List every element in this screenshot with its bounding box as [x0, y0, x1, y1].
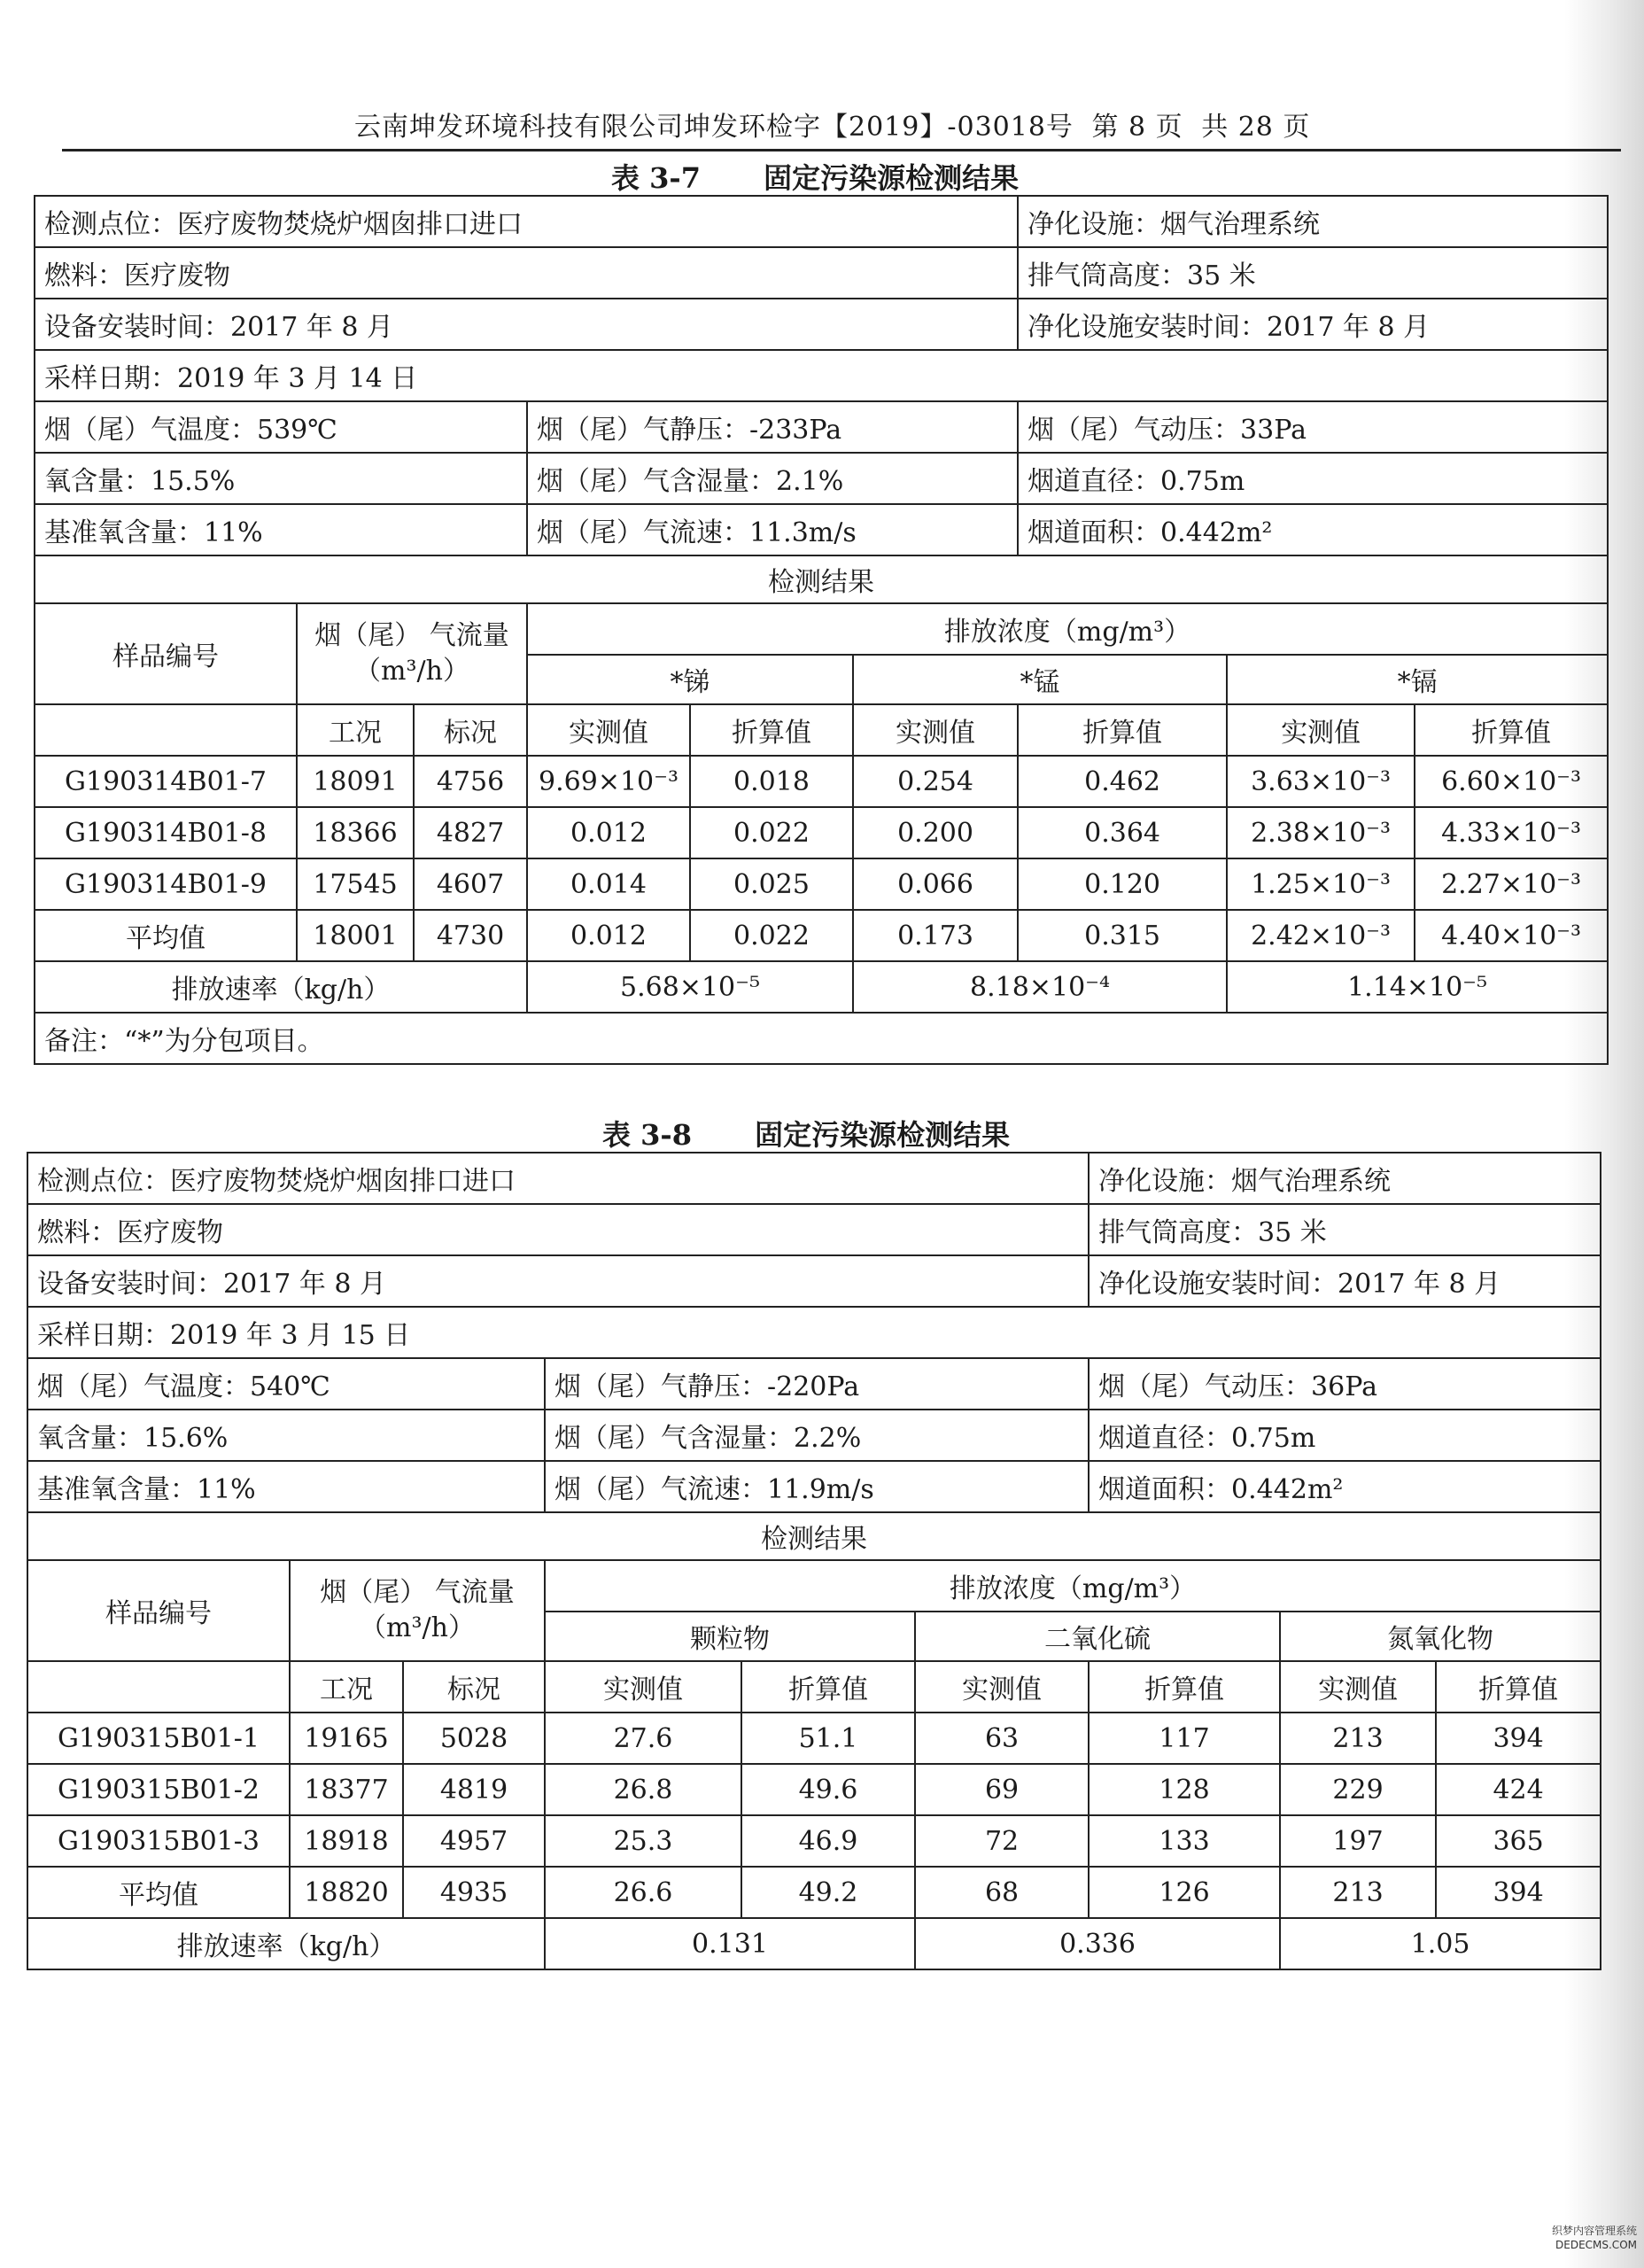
average-label: 平均值: [27, 1867, 290, 1918]
cell: 69: [915, 1764, 1089, 1815]
table-number: 表 3-8: [602, 1118, 692, 1152]
cell: 126: [1089, 1867, 1280, 1918]
table-row: [27, 1815, 1601, 1867]
cell: 19165: [290, 1713, 403, 1764]
info-fuel: 燃料：医疗废物: [27, 1204, 1089, 1255]
pollutant-header: 氮氧化物: [1280, 1612, 1601, 1661]
col-conc-header: 排放浓度（mg/m³）: [545, 1560, 1601, 1612]
info-facility: 净化设施：烟气治理系统: [1089, 1153, 1601, 1204]
cell: 17545: [297, 858, 414, 910]
cell: 26.6: [545, 1867, 741, 1918]
info-stack-height: 排气筒高度：35 米: [1018, 247, 1608, 299]
col-sample-header: 样品编号: [35, 603, 297, 704]
cell: 4.33×10⁻³: [1415, 807, 1608, 858]
average-label: 平均值: [35, 910, 297, 961]
table-row: [35, 858, 1608, 910]
table-3-8: [27, 1152, 1601, 1970]
info-diameter: 烟道直径：0.75m: [1018, 453, 1608, 504]
cell: 0.462: [1018, 756, 1227, 807]
pollutant-header: *镉: [1227, 655, 1608, 704]
pollutant-header: 二氧化硫: [915, 1612, 1280, 1661]
info-oxygen: 氧含量：15.5%: [35, 453, 527, 504]
cell: 213: [1280, 1713, 1436, 1764]
info-humidity: 烟（尾）气含湿量：2.2%: [545, 1410, 1089, 1461]
sample-id: G190315B01-1: [27, 1713, 290, 1764]
cell: 4819: [403, 1764, 545, 1815]
cell: 18091: [297, 756, 414, 807]
sample-id: G190315B01-3: [27, 1815, 290, 1867]
cell: 133: [1089, 1815, 1280, 1867]
cell: 0.012: [527, 910, 690, 961]
cell: 213: [1280, 1867, 1436, 1918]
cell: 0.066: [853, 858, 1018, 910]
cell: 3.63×10⁻³: [1227, 756, 1415, 807]
table-title-text: 固定污染源检测结果: [755, 1118, 1011, 1152]
sub-header: 实测值: [527, 704, 690, 756]
pollutant-header: *锰: [853, 655, 1227, 704]
table-row: [27, 1764, 1601, 1815]
info-ref-oxygen: 基准氧含量：11%: [35, 504, 527, 555]
rate-value: 0.131: [545, 1918, 915, 1969]
report-number: 云南坤发环境科技有限公司坤发环检字【2019】-03018号: [354, 112, 1074, 143]
info-install: 设备安装时间：2017 年 8 月: [27, 1255, 1089, 1307]
cell: 0.254: [853, 756, 1018, 807]
sub-header: 实测值: [1280, 1661, 1436, 1713]
cell: 4730: [414, 910, 527, 961]
cell: 4957: [403, 1815, 545, 1867]
cell: 26.8: [545, 1764, 741, 1815]
pollutant-header: *锑: [527, 655, 853, 704]
table-note: 备注：“*”为分包项目。: [35, 1013, 1608, 1064]
sub-header: 折算值: [1415, 704, 1608, 756]
table-3-7-title: [611, 156, 1019, 197]
cell: 25.3: [545, 1815, 741, 1867]
results-title: 检测结果: [27, 1512, 1601, 1560]
info-stack-height: 排气筒高度：35 米: [1089, 1204, 1601, 1255]
page-number: 第 8 页: [1091, 112, 1183, 143]
info-facility-install: 净化设施安装时间：2017 年 8 月: [1018, 299, 1608, 350]
cell: 128: [1089, 1764, 1280, 1815]
cell: 4607: [414, 858, 527, 910]
cell: 2.38×10⁻³: [1227, 807, 1415, 858]
info-static: 烟（尾）气静压：-220Pa: [545, 1358, 1089, 1410]
rate-label: 排放速率（kg/h）: [35, 961, 527, 1013]
info-temp: 烟（尾）气温度：540℃: [27, 1358, 545, 1410]
cell: 27.6: [545, 1713, 741, 1764]
sub-header: 标况: [414, 704, 527, 756]
cell: 424: [1436, 1764, 1601, 1815]
cell: 68: [915, 1867, 1089, 1918]
cell: 2.27×10⁻³: [1415, 858, 1608, 910]
sub-header: 折算值: [690, 704, 853, 756]
info-dynamic: 烟（尾）气动压：33Pa: [1018, 401, 1608, 453]
cell: 63: [915, 1713, 1089, 1764]
cell: 49.6: [741, 1764, 915, 1815]
cell: 49.2: [741, 1867, 915, 1918]
col-flow-header: 烟（尾） 气流量（m³/h）: [290, 1560, 545, 1661]
sub-header: 实测值: [915, 1661, 1089, 1713]
cell: 0.022: [690, 910, 853, 961]
rate-value: 5.68×10⁻⁵: [527, 961, 853, 1013]
pollutant-header: 颗粒物: [545, 1612, 915, 1661]
info-static: 烟（尾）气静压：-233Pa: [527, 401, 1018, 453]
cell: 51.1: [741, 1713, 915, 1764]
info-point: 检测点位：医疗废物焚烧炉烟囱排口进口: [35, 196, 1018, 247]
table-3-8-title: [602, 1113, 1010, 1153]
cell: 0.200: [853, 807, 1018, 858]
sub-header: 折算值: [1436, 1661, 1601, 1713]
page-header: [354, 105, 1311, 144]
cell: 18001: [297, 910, 414, 961]
info-diameter: 烟道直径：0.75m: [1089, 1410, 1601, 1461]
rate-value: 8.18×10⁻⁴: [853, 961, 1227, 1013]
cell: 4935: [403, 1867, 545, 1918]
cell: 0.014: [527, 858, 690, 910]
sub-header: 工况: [290, 1661, 403, 1713]
cell: 0.022: [690, 807, 853, 858]
sample-id: G190314B01-7: [35, 756, 297, 807]
site-watermark: [1539, 2224, 1637, 2252]
watermark-line: DEDECMS.COM: [1555, 2239, 1637, 2251]
info-humidity: 烟（尾）气含湿量：2.1%: [527, 453, 1018, 504]
sub-header: 折算值: [1018, 704, 1227, 756]
col-conc-header: 排放浓度（mg/m³）: [527, 603, 1608, 655]
sub-header: 工况: [297, 704, 414, 756]
info-sample-date: 采样日期：2019 年 3 月 15 日: [27, 1307, 1601, 1358]
info-temp: 烟（尾）气温度：539℃: [35, 401, 527, 453]
cell: 4.40×10⁻³: [1415, 910, 1608, 961]
empty-cell: [35, 704, 297, 756]
info-facility: 净化设施：烟气治理系统: [1018, 196, 1608, 247]
info-facility-install: 净化设施安装时间：2017 年 8 月: [1089, 1255, 1601, 1307]
cell: 2.42×10⁻³: [1227, 910, 1415, 961]
page-total: 共 28 页: [1201, 112, 1311, 143]
cell: 6.60×10⁻³: [1415, 756, 1608, 807]
cell: 229: [1280, 1764, 1436, 1815]
info-velocity: 烟（尾）气流速：11.9m/s: [545, 1461, 1089, 1512]
rate-value: 1.14×10⁻⁵: [1227, 961, 1608, 1013]
cell: 18366: [297, 807, 414, 858]
empty-cell: [27, 1661, 290, 1713]
cell: 0.025: [690, 858, 853, 910]
cell: 18377: [290, 1764, 403, 1815]
cell: 0.315: [1018, 910, 1227, 961]
cell: 394: [1436, 1867, 1601, 1918]
cell: 117: [1089, 1713, 1280, 1764]
watermark-line: 织梦内容管理系统: [1551, 2225, 1637, 2237]
cell: 18820: [290, 1867, 403, 1918]
rate-label: 排放速率（kg/h）: [27, 1918, 545, 1969]
sample-id: G190314B01-8: [35, 807, 297, 858]
info-sample-date: 采样日期：2019 年 3 月 14 日: [35, 350, 1608, 401]
cell: 394: [1436, 1713, 1601, 1764]
header-rule: [62, 149, 1621, 151]
sample-id: G190314B01-9: [35, 858, 297, 910]
table-row: [27, 1867, 1601, 1918]
sample-id: G190315B01-2: [27, 1764, 290, 1815]
table-row: [35, 756, 1608, 807]
cell: 1.25×10⁻³: [1227, 858, 1415, 910]
sub-header: 折算值: [741, 1661, 915, 1713]
cell: 4827: [414, 807, 527, 858]
sub-header: 实测值: [545, 1661, 741, 1713]
sub-header: 标况: [403, 1661, 545, 1713]
cell: 72: [915, 1815, 1089, 1867]
cell: 0.012: [527, 807, 690, 858]
cell: 197: [1280, 1815, 1436, 1867]
cell: 0.173: [853, 910, 1018, 961]
rate-value: 0.336: [915, 1918, 1280, 1969]
cell: 18918: [290, 1815, 403, 1867]
info-oxygen: 氧含量：15.6%: [27, 1410, 545, 1461]
cell: 0.120: [1018, 858, 1227, 910]
cell: 4756: [414, 756, 527, 807]
table-3-7: [34, 195, 1609, 1065]
sub-header: 折算值: [1089, 1661, 1280, 1713]
cell: 0.018: [690, 756, 853, 807]
info-install: 设备安装时间：2017 年 8 月: [35, 299, 1018, 350]
col-sample-header: 样品编号: [27, 1560, 290, 1661]
col-flow-header: 烟（尾） 气流量（m³/h）: [297, 603, 527, 704]
sub-header: 实测值: [853, 704, 1018, 756]
info-ref-oxygen: 基准氧含量：11%: [27, 1461, 545, 1512]
info-velocity: 烟（尾）气流速：11.3m/s: [527, 504, 1018, 555]
table-row: [35, 910, 1608, 961]
cell: 5028: [403, 1713, 545, 1764]
table-number: 表 3-7: [611, 161, 701, 195]
info-fuel: 燃料：医疗废物: [35, 247, 1018, 299]
cell: 365: [1436, 1815, 1601, 1867]
info-area: 烟道面积：0.442m²: [1089, 1461, 1601, 1512]
table-title-text: 固定污染源检测结果: [764, 161, 1020, 195]
rate-value: 1.05: [1280, 1918, 1601, 1969]
table-row: [35, 807, 1608, 858]
cell: 46.9: [741, 1815, 915, 1867]
info-area: 烟道面积：0.442m²: [1018, 504, 1608, 555]
info-point: 检测点位：医疗废物焚烧炉烟囱排口进口: [27, 1153, 1089, 1204]
sub-header: 实测值: [1227, 704, 1415, 756]
results-title: 检测结果: [35, 555, 1608, 603]
table-row: [27, 1713, 1601, 1764]
info-dynamic: 烟（尾）气动压：36Pa: [1089, 1358, 1601, 1410]
cell: 9.69×10⁻³: [527, 756, 690, 807]
cell: 0.364: [1018, 807, 1227, 858]
